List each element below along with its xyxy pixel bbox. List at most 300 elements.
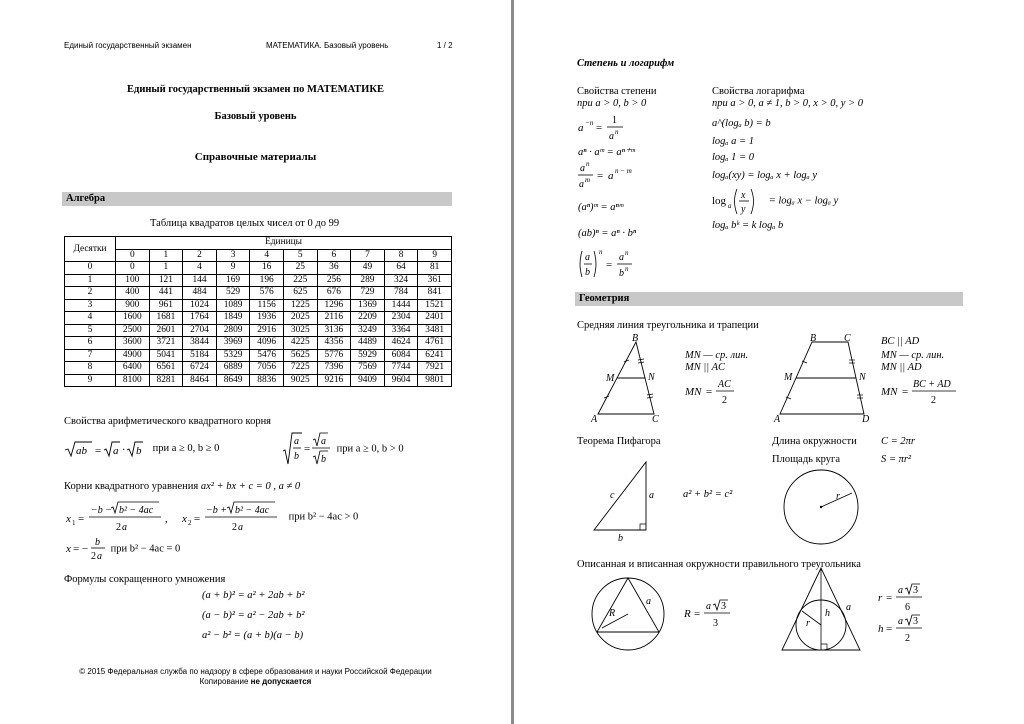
square-cell: 676 [317, 287, 351, 300]
tri-midline-1: MN — ср. лин. [685, 350, 749, 361]
square-cell: 9025 [283, 374, 317, 387]
right-triangle-figure [590, 456, 662, 542]
square-cell: 121 [149, 274, 183, 287]
insc-label-r: r [806, 618, 810, 629]
square-cell: 1024 [183, 299, 217, 312]
svg-text:= −: = − [73, 543, 89, 555]
sqrt-quotient-svg [282, 431, 334, 467]
tri-label-a: A [591, 414, 598, 424]
units-header-cell: 3 [216, 249, 250, 262]
trap-label-c: C [844, 334, 851, 344]
square-cell: 484 [183, 287, 217, 300]
square-cell: 1681 [149, 312, 183, 325]
square-cell: 2025 [283, 312, 317, 325]
table-caption: Таблица квадратов целых чисел от 0 до 99 [150, 218, 340, 229]
triangle-midline-figure [586, 334, 666, 424]
short-mult-title: Формулы сокращенного умножения [64, 574, 226, 585]
svg-text:b: b [321, 454, 326, 465]
units-header-cell: 7 [351, 249, 385, 262]
square-cell: 9801 [418, 374, 452, 387]
svg-text:,: , [165, 513, 168, 525]
svg-text:n: n [615, 128, 619, 136]
pyth-label-a: a [649, 490, 654, 501]
trap-midline-2: MN || AD [881, 362, 922, 373]
square-cell: 4225 [283, 337, 317, 350]
page-right [514, 0, 1024, 724]
pyth-formula: a² + b² = c² [683, 489, 733, 500]
quad-roots-svg [64, 500, 286, 534]
square-cell: 2209 [351, 312, 385, 325]
table-row [65, 374, 452, 387]
square-cell: 3844 [183, 337, 217, 350]
tri-midline-formula [685, 376, 741, 406]
pow-title: Свойства степени [577, 86, 657, 97]
page-number: 1 / 2 [437, 41, 453, 50]
units-header-cell: 6 [317, 249, 351, 262]
square-cell: 9 [216, 262, 250, 275]
square-cell: 2704 [183, 324, 217, 337]
circle-length-title: Длина окружности [772, 436, 857, 447]
square-cell: 225 [283, 274, 317, 287]
square-cell: 81 [418, 262, 452, 275]
tens-cell: 0 [65, 262, 116, 275]
square-cell: 169 [216, 274, 250, 287]
svg-text:2: 2 [116, 522, 121, 533]
log-quot-svg [712, 186, 766, 216]
square-cell: 1296 [317, 299, 351, 312]
log-prop-1: a^(logₐ b) = b [712, 118, 771, 129]
midline-title: Средняя линия треугольника и трапеции [577, 320, 759, 331]
svg-text:b: b [136, 445, 142, 457]
svg-text:1: 1 [612, 115, 617, 126]
svg-text:a: a [238, 522, 243, 533]
square-cell: 4624 [384, 337, 418, 350]
svg-text:=: = [596, 122, 603, 134]
svg-text:−b +: −b + [206, 505, 227, 516]
footer-copy-note [0, 677, 511, 686]
svg-text:a: a [898, 616, 903, 627]
square-cell: 6889 [216, 362, 250, 375]
square-cell: 2916 [250, 324, 284, 337]
svg-text:·: · [122, 445, 126, 456]
square-cell: 1225 [283, 299, 317, 312]
svg-text:−b −: −b − [91, 505, 112, 516]
svg-text:a: a [608, 170, 614, 182]
svg-text:b: b [619, 268, 624, 279]
inscribed-title: Описанная и вписанная окружности правильного треугольника [577, 559, 861, 570]
square-cell: 5776 [317, 349, 351, 362]
log-prop-5 [712, 186, 838, 216]
circumscribed-figure [588, 574, 668, 654]
units-header-cell: 1 [149, 249, 183, 262]
circle-area-formula: S = πr² [881, 454, 912, 465]
svg-text:BC + AD: BC + AD [913, 379, 951, 390]
pow-quot [577, 248, 651, 285]
svg-text:a: a [580, 163, 585, 174]
svg-text:n: n [625, 265, 629, 273]
trap-label-m: M [784, 372, 793, 383]
units-header-cell: 0 [116, 249, 150, 262]
svg-text:R: R [684, 608, 691, 620]
tri-label-c: C [652, 414, 659, 424]
svg-text:a: a [898, 585, 903, 596]
trap-label-a: A [774, 414, 781, 424]
tri-label-b: B [632, 334, 639, 344]
circle-figure [780, 466, 862, 548]
col-tens-header: Десятки [65, 237, 116, 262]
svg-text:a: a [585, 252, 590, 263]
svg-text:n − m: n − m [615, 167, 632, 175]
svg-text:b: b [95, 537, 100, 548]
quad-title: Корни квадратного уравнения [64, 481, 199, 492]
units-header-cell: 9 [418, 249, 452, 262]
svg-text:a: a [728, 202, 732, 210]
square-cell: 1089 [216, 299, 250, 312]
tens-cell: 1 [65, 274, 116, 287]
svg-text:6: 6 [905, 602, 910, 613]
square-cell: 9216 [317, 374, 351, 387]
svg-text:y: y [741, 204, 746, 215]
svg-text:=: = [902, 386, 909, 398]
footer-copy-bold: не допускается [250, 677, 312, 686]
powers-heading: Степень и логарифм [577, 58, 675, 69]
page-left [0, 0, 511, 724]
svg-text:x: x [182, 513, 187, 525]
table-row [65, 312, 452, 325]
square-cell: 7569 [351, 362, 385, 375]
log-prop-6: logₐ bᵏ = k logₐ b [712, 220, 784, 231]
pyth-title: Теорема Пифагора [577, 436, 661, 447]
tens-cell: 6 [65, 337, 116, 350]
log-title: Свойства логарифма [712, 86, 805, 97]
svg-text:a: a [321, 436, 326, 447]
square-cell: 5625 [283, 349, 317, 362]
svg-text:3: 3 [913, 616, 918, 627]
units-header-cell: 4 [250, 249, 284, 262]
svg-text:b² − 4ac: b² − 4ac [119, 505, 154, 516]
svg-text:=: = [606, 259, 613, 271]
algebra-heading: Алгебра [62, 192, 452, 206]
circumscribed-formula [684, 598, 738, 630]
svg-text:=: = [304, 443, 311, 455]
pow-cond: при a > 0, b > 0 [577, 98, 647, 109]
square-cell: 3364 [384, 324, 418, 337]
svg-text:3: 3 [713, 618, 718, 629]
square-cell: 3969 [216, 337, 250, 350]
square-cell: 2500 [116, 324, 150, 337]
square-cell: 9409 [351, 374, 385, 387]
table-row [65, 262, 452, 275]
square-cell: 7225 [283, 362, 317, 375]
pow-pow: (aⁿ)ᵐ = aⁿᵐ [578, 202, 624, 213]
square-cell: 1 [149, 262, 183, 275]
pow-div-svg [577, 160, 657, 192]
svg-text:MN: MN [685, 386, 702, 398]
square-cell: 16 [250, 262, 284, 275]
trap-label-b: B [810, 334, 817, 344]
square-cell: 0 [116, 262, 150, 275]
square-cell: 9604 [384, 374, 418, 387]
squares-body [65, 262, 452, 387]
inscribed-formulas [878, 582, 932, 646]
units-header-cell: 5 [283, 249, 317, 262]
short-mult-1: (a + b)² = a² + 2ab + b² [202, 590, 305, 601]
circ-label-a: a [646, 596, 651, 607]
quad-cond-1: при b² − 4ac > 0 [288, 511, 359, 523]
square-cell: 7744 [384, 362, 418, 375]
svg-text:a: a [609, 131, 614, 142]
square-cell: 6561 [149, 362, 183, 375]
square-cell: 5929 [351, 349, 385, 362]
trap-midline-1: MN — ср. лин. [881, 350, 945, 361]
tens-cell: 4 [65, 312, 116, 325]
svg-text:h: h [878, 623, 884, 635]
tens-cell: 8 [65, 362, 116, 375]
pyth-label-b: b [618, 533, 623, 542]
sqrt-quotient-formula [282, 431, 404, 467]
square-cell: 3481 [418, 324, 452, 337]
doc-subtitle: Справочные материалы [194, 151, 317, 163]
square-cell: 1444 [384, 299, 418, 312]
svg-text:a: a [113, 445, 119, 457]
square-cell: 4900 [116, 349, 150, 362]
square-cell: 1936 [250, 312, 284, 325]
table-row [65, 337, 452, 350]
square-cell: 729 [351, 287, 385, 300]
square-cell: 289 [351, 274, 385, 287]
quad-single-svg [64, 536, 108, 562]
square-cell: 1156 [250, 299, 284, 312]
svg-text:AC: AC [718, 379, 731, 390]
table-row [65, 287, 452, 300]
quad-roots-formula [64, 500, 358, 534]
svg-text:a: a [294, 436, 299, 447]
square-cell: 144 [183, 274, 217, 287]
square-cell: 8100 [116, 374, 150, 387]
doc-title: Единый государственный экзамен по МАТЕМАТИКЕ [127, 84, 384, 95]
circle-length-formula: C = 2πr [881, 436, 915, 447]
square-cell: 361 [418, 274, 452, 287]
svg-text:2: 2 [905, 633, 910, 644]
short-mult-3: a² − b² = (a + b)(a − b) [202, 630, 304, 641]
square-cell: 4 [183, 262, 217, 275]
tri-label-m: M [606, 373, 615, 384]
square-cell: 1600 [116, 312, 150, 325]
svg-text:=: = [706, 386, 713, 398]
svg-text:2: 2 [722, 395, 727, 406]
square-cell: 625 [283, 287, 317, 300]
footer-copyright: © 2015 Федеральная служба по надзору в сфере образования и науки Российской Федерации [79, 667, 432, 676]
svg-text:a: a [619, 252, 624, 263]
square-cell: 25 [283, 262, 317, 275]
quad-single-root [64, 536, 180, 562]
tens-cell: 3 [65, 299, 116, 312]
square-cell: 256 [317, 274, 351, 287]
square-cell: 324 [384, 274, 418, 287]
svg-text:=: = [95, 445, 102, 457]
square-cell: 36 [317, 262, 351, 275]
svg-text:a: a [578, 122, 584, 134]
pyth-label-c: c [610, 490, 615, 501]
table-row [65, 349, 452, 362]
tens-cell: 2 [65, 287, 116, 300]
circ-label-r: R [609, 608, 616, 619]
units-row [65, 249, 452, 262]
trap-midline-formula [881, 376, 967, 406]
circle-label-r: r [836, 491, 840, 502]
square-cell: 5184 [183, 349, 217, 362]
short-mult-2: (a − b)² = a² − 2ab + b² [202, 610, 305, 621]
pow-quot-svg [577, 248, 651, 282]
square-cell: 576 [250, 287, 284, 300]
square-cell: 8281 [149, 374, 183, 387]
square-cell: 196 [250, 274, 284, 287]
trapezoid-figure [772, 334, 882, 424]
pow-prod: (ab)ⁿ = aⁿ · bⁿ [578, 228, 637, 239]
square-cell: 1521 [418, 299, 452, 312]
square-cell: 2809 [216, 324, 250, 337]
svg-text:2: 2 [232, 522, 237, 533]
square-cell: 841 [418, 287, 452, 300]
square-cell: 3721 [149, 337, 183, 350]
square-cell: 5329 [216, 349, 250, 362]
square-cell: 7396 [317, 362, 351, 375]
units-header-cell: 8 [384, 249, 418, 262]
square-cell: 6084 [384, 349, 418, 362]
table-row [65, 299, 452, 312]
svg-text:=: = [886, 592, 893, 604]
sqrt-product-svg [64, 440, 146, 458]
square-cell: 64 [384, 262, 418, 275]
svg-text:=: = [597, 170, 604, 182]
svg-text:log: log [712, 195, 727, 207]
svg-text:a: a [579, 179, 584, 190]
square-cell: 784 [384, 287, 418, 300]
square-cell: 7056 [250, 362, 284, 375]
pow-mul: aⁿ · aᵐ = aⁿ⁺ᵐ [578, 147, 635, 158]
tri-midline-2: MN || AC [685, 362, 726, 373]
inscribed-figure [776, 566, 866, 656]
square-cell: 6241 [418, 349, 452, 362]
svg-text:a: a [706, 601, 711, 612]
table-row [65, 362, 452, 375]
svg-text:b: b [585, 267, 590, 278]
trap-label-d: D [862, 414, 870, 424]
svg-text:m: m [585, 176, 591, 184]
header-center: МАТЕМАТИКА. Базовый уровень [266, 41, 389, 50]
svg-text:n: n [586, 160, 590, 168]
square-cell: 4761 [418, 337, 452, 350]
svg-text:x: x [66, 543, 71, 555]
square-cell: 4489 [351, 337, 385, 350]
square-cell: 3600 [116, 337, 150, 350]
pow-negative-svg [577, 112, 641, 142]
sqrt-cond-1: при a ≥ 0, b ≥ 0 [152, 443, 220, 455]
svg-text:n: n [599, 248, 603, 256]
svg-text:r: r [878, 592, 883, 604]
svg-text:2: 2 [91, 551, 96, 562]
square-cell: 2116 [317, 312, 351, 325]
square-cell: 2601 [149, 324, 183, 337]
square-cell: 4096 [250, 337, 284, 350]
log-quot-rhs: = logₐ x − logₐ y [768, 195, 839, 207]
circle-area-title: Площадь круга [772, 454, 841, 465]
log-prop-2: logₐ a = 1 [712, 136, 754, 147]
sqrt-cond-2: при a ≥ 0, b > 0 [336, 443, 404, 455]
pow-div [577, 160, 657, 195]
footer-copy-prefix: Копирование [199, 677, 251, 686]
square-cell: 1849 [216, 312, 250, 325]
svg-text:b: b [294, 451, 299, 462]
insc-label-h: h [825, 608, 830, 619]
col-units-header: Единицы [116, 237, 452, 250]
sqrt-product-formula [64, 440, 219, 458]
pow-negative [577, 112, 641, 145]
svg-text:=: = [194, 513, 201, 525]
quad-cond-2: при b² − 4ac = 0 [110, 543, 181, 555]
tri-label-n: N [648, 372, 655, 383]
insc-label-a: a [846, 602, 851, 613]
sqrt-title: Свойства арифметического квадратного корня [64, 416, 272, 427]
svg-text:n: n [625, 249, 629, 257]
quad-equation: ax² + bx + c = 0 , a ≠ 0 [200, 481, 301, 492]
svg-text:MN: MN [881, 386, 898, 398]
svg-text:=: = [78, 513, 85, 525]
square-cell: 8464 [183, 374, 217, 387]
square-cell: 400 [116, 287, 150, 300]
square-cell: 961 [149, 299, 183, 312]
trap-parallel: BC || AD [881, 336, 920, 347]
square-cell: 1369 [351, 299, 385, 312]
square-cell: 100 [116, 274, 150, 287]
svg-text:=: = [886, 623, 893, 635]
svg-text:3: 3 [721, 601, 726, 612]
square-cell: 529 [216, 287, 250, 300]
svg-text:2: 2 [188, 519, 192, 527]
header-left: Единый государственный экзамен [64, 41, 192, 50]
log-cond: при a > 0, a ≠ 1, b > 0, x > 0, y > 0 [712, 98, 864, 109]
svg-text:a: a [97, 551, 102, 562]
svg-text:ab: ab [76, 445, 87, 457]
square-cell: 3249 [351, 324, 385, 337]
trap-label-n: N [859, 372, 866, 383]
svg-text:x: x [66, 513, 71, 525]
svg-text:x: x [741, 190, 746, 201]
svg-text:1: 1 [72, 519, 76, 527]
quad-title-line [64, 481, 300, 492]
square-cell: 3025 [283, 324, 317, 337]
square-cell: 4356 [317, 337, 351, 350]
square-cell: 8649 [216, 374, 250, 387]
doc-level: Базовый уровень [214, 111, 297, 122]
square-cell: 2304 [384, 312, 418, 325]
svg-text:=: = [694, 608, 701, 620]
square-cell: 441 [149, 287, 183, 300]
svg-text:a: a [122, 522, 127, 533]
svg-text:3: 3 [913, 585, 918, 596]
geometry-heading: Геометрия [575, 292, 963, 306]
log-prop-3: logₐ 1 = 0 [712, 152, 754, 163]
table-row [65, 274, 452, 287]
square-cell: 900 [116, 299, 150, 312]
square-cell: 2401 [418, 312, 452, 325]
squares-table [64, 236, 452, 387]
units-header-cell: 2 [183, 249, 217, 262]
square-cell: 7921 [418, 362, 452, 375]
square-cell: 1764 [183, 312, 217, 325]
square-cell: 5476 [250, 349, 284, 362]
table-row [65, 324, 452, 337]
